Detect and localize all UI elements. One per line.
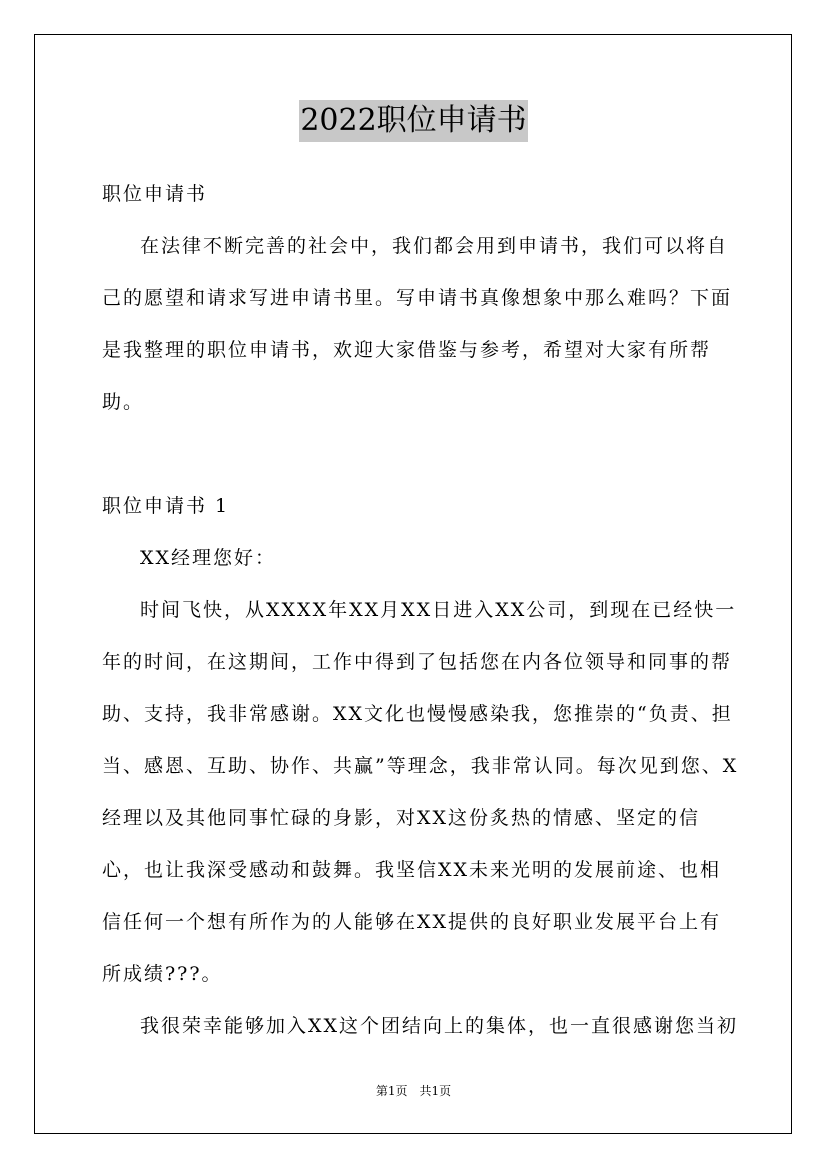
document-body: [102, 168, 742, 1052]
page-footer: [0, 1082, 827, 1100]
intro-heading: 职位申请书: [102, 183, 208, 205]
page-number-current: 第1页: [375, 1084, 408, 1098]
page-number-total: 共1页: [419, 1084, 452, 1098]
document-title: 2022职位申请书: [299, 100, 527, 142]
title-wrap: [0, 100, 827, 142]
intro-paragraph: 在法律不断完善的社会中，我们都会用到申请书，我们可以将自己的愿望和请求写进申请书里。写申请书真像想象中那么难吗？下面是我整理的职位申请书，欢迎大家借鉴与参考，希望对大家有所帮助。: [102, 235, 733, 413]
section-heading: 职位申请书 1: [102, 495, 230, 517]
paragraph-gap: [102, 428, 742, 480]
body-paragraph-2: 我很荣幸能够加入XX这个团结向上的集体，也一直很感谢您当初: [140, 1015, 739, 1037]
body-paragraph-1: 时间飞快，从XXXX年XX月XX日进入XX公司，到现在已经快一年的时间，在这期间，工作中得到了包括您在内各位领导和同事的帮助、支持，我非常感谢。XX文化也慢慢感染我，您推崇的“负责、担当、感恩、互助、协作、共赢”等理念，我非常认同。每次见到您、X经理以及其他同事忙碌的身影，对XX这份炙热的情感、坚定的信心，也让我深受感动和鼓舞。我坚信XX未来光明的发展前途、也相信任何一个想有所作为的人能够在XX提供的良好职业发展平台上有所成绩???。: [102, 599, 739, 985]
salutation: XX经理您好：: [140, 547, 277, 569]
